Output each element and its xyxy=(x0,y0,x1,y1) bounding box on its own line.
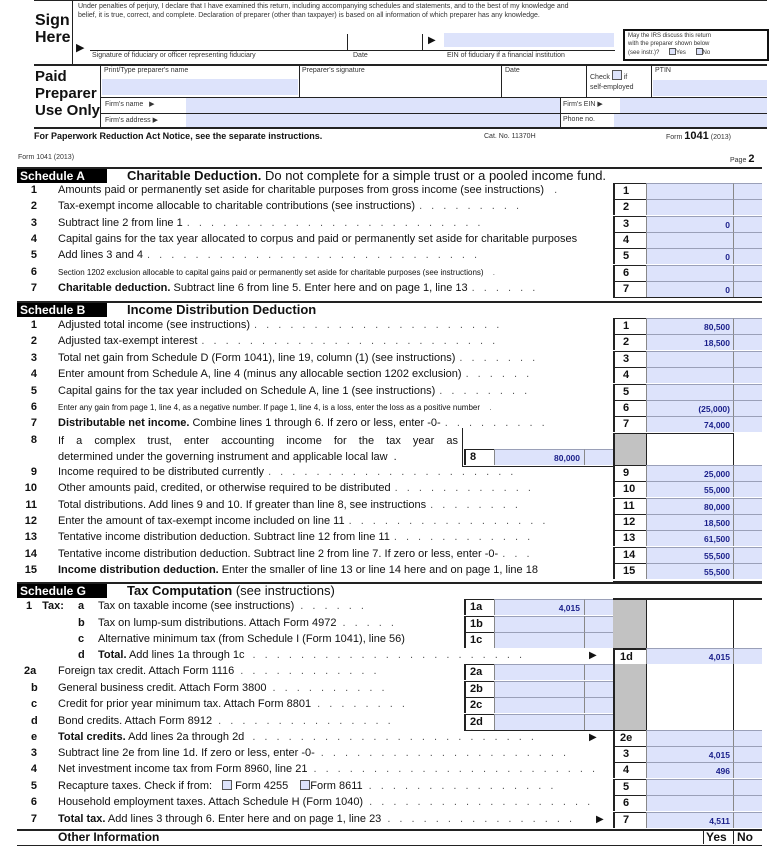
divider xyxy=(462,428,463,466)
line-box-label: 13 xyxy=(613,530,646,546)
amount-field[interactable] xyxy=(494,632,584,648)
line-description: Capital gains for the tax year allocated to corpus and paid or permanently set aside for charitable purposes xyxy=(58,232,578,245)
paid-preparer-heading: Paid Preparer Use Only xyxy=(35,68,101,119)
line-description: Amounts paid or permanently set aside for charitable purposes from gross income (see instructions) . xyxy=(58,184,561,196)
line-description: Total. Add lines 1a through 1c . . . . . . . . . . . . . . . . . . . . . . . xyxy=(98,649,526,661)
line-box-label: 1b xyxy=(464,616,494,632)
line-number: 5 xyxy=(30,779,37,792)
line-description: Income required to be distributed currently . . . . . . . . . . . . . . . . . . . . . xyxy=(58,465,517,478)
line-box-label: 3 xyxy=(613,746,646,762)
firm-ein-label: Firm's EIN ▶ xyxy=(563,101,603,108)
form-line xyxy=(0,762,777,778)
amount-field[interactable]: 0 xyxy=(646,248,733,264)
firm-name-field[interactable] xyxy=(186,98,560,113)
line-box-label: 1d xyxy=(613,648,646,664)
sign-heading: Sign Here xyxy=(35,12,71,46)
fiduciary-signature-field[interactable] xyxy=(90,34,342,50)
fiduciary-ein-field[interactable] xyxy=(444,33,614,47)
form-line xyxy=(0,648,777,664)
form-line xyxy=(0,351,777,367)
line-description: Enter any gain from page 1, line 4, as a negative number. If page 1, line 4, is a loss, enter the loss as a positive number . xyxy=(58,403,495,412)
sign-date-field[interactable] xyxy=(348,34,422,50)
arrow-icon: ▶ xyxy=(589,650,597,661)
preparer-date-label: Date xyxy=(505,67,520,74)
line-number: 12 xyxy=(24,515,37,527)
line-box-label: 2e xyxy=(613,730,646,746)
cents-field[interactable] xyxy=(733,563,762,579)
schedule-b-header xyxy=(17,301,762,317)
line-box-label: 4 xyxy=(613,762,646,778)
form-line xyxy=(0,514,777,530)
irs-discuss-box: May the IRS discuss this return with the preparer shown below (see instr.)? Yes No xyxy=(623,29,769,61)
line-description: Foreign tax credit. Attach Form 1116 . . . . . . . . . . . . xyxy=(58,665,380,677)
form-line xyxy=(0,547,777,563)
line-number: 4 xyxy=(30,368,37,381)
amount-field[interactable]: 18,500 xyxy=(646,334,733,350)
perjury-statement: Under penalties of perjury, I declare that I have examined this return, including accompanying schedules and statements, and to the best of my knowledge and belief, it is true, correct, and complete. Declaration of preparer (other than taxpayer) is based on all information of which preparer has any knowledge. xyxy=(78,3,569,19)
amount-field[interactable]: (25,000) xyxy=(646,400,733,416)
form-line xyxy=(0,812,777,828)
line-description: Add lines 3 and 4 . . . . . . . . . . . . . . . . . . . . . . . . . . . . xyxy=(58,249,481,262)
phone-label: Phone no. xyxy=(563,116,595,123)
line-description: Income distribution deduction. Enter the smaller of line 13 or line 14 here and on page 1, line 18 xyxy=(58,564,538,577)
amount-field[interactable] xyxy=(646,795,733,811)
cents-field[interactable] xyxy=(733,762,762,778)
schedule-a-tag: Schedule A xyxy=(17,169,107,183)
divider xyxy=(462,466,613,467)
firm-address-label: Firm's address ▶ xyxy=(105,117,159,124)
arrow-icon: ▶ xyxy=(596,813,604,825)
amount-field[interactable]: 0 xyxy=(646,281,733,297)
line-letter: d xyxy=(78,649,85,661)
cents-field[interactable] xyxy=(733,216,762,232)
amount-field[interactable] xyxy=(494,681,584,697)
amount-field[interactable] xyxy=(646,265,733,281)
self-employed-checkbox[interactable] xyxy=(612,70,622,80)
cents-field[interactable] xyxy=(733,183,762,199)
form-line xyxy=(0,199,777,215)
divider xyxy=(90,50,615,51)
amount-field[interactable] xyxy=(494,616,584,632)
form-line xyxy=(0,465,777,481)
line-description: Total tax. Add lines 3 through 6. Enter here and on page 1, line 23 . . . . . . . . . . . . . . . . xyxy=(58,812,576,825)
form-line xyxy=(0,795,777,811)
line-description: Enter the amount of tax-exempt income included on line 11 . . . . . . . . . . . . . . . . . xyxy=(58,515,549,527)
cents-field[interactable] xyxy=(733,248,762,264)
cents-field[interactable] xyxy=(733,232,762,248)
form-line xyxy=(0,265,777,281)
amount-field[interactable]: 4,015 xyxy=(646,648,733,664)
blank-column xyxy=(733,433,762,465)
form-line xyxy=(0,281,777,297)
line-box-label: 4 xyxy=(613,367,646,383)
line-box-label: 2 xyxy=(613,199,646,215)
amount-field[interactable]: 18,500 xyxy=(646,514,733,530)
blank-column xyxy=(646,664,733,730)
line-number: 10 xyxy=(24,482,37,495)
amount-field[interactable] xyxy=(646,730,733,746)
line-box-label: 3 xyxy=(613,351,646,367)
line-description: Credit for prior year minimum tax. Attach Form 8801 . . . . . . . . xyxy=(58,698,408,710)
line-box-label: 10 xyxy=(613,481,646,497)
cents-field[interactable] xyxy=(733,384,762,400)
line-box-label: 7 xyxy=(613,812,646,828)
divider xyxy=(501,65,502,97)
divider xyxy=(72,0,73,64)
amount-field[interactable] xyxy=(494,697,584,713)
line-description: Tax-exempt income allocable to charitable contributions (see instructions) . . . . . . . . . xyxy=(58,200,523,213)
line-1-label: 1 Tax: xyxy=(26,600,64,612)
line-box-label: 6 xyxy=(613,400,646,416)
ein-arrow-icon: ▶ xyxy=(428,35,436,46)
line-description: Capital gains for the tax year included on Schedule A, line 1 (see instructions) . . . . . . . . xyxy=(58,384,531,397)
form-line xyxy=(0,216,777,232)
line-number: 7 xyxy=(30,812,37,825)
arrow-icon: ▶ xyxy=(589,732,597,743)
line-letter: b xyxy=(78,616,85,629)
irs-discuss-yes-checkbox[interactable] xyxy=(669,48,676,55)
line-description: If a complex trust, enter accounting income for the tax year as determined under the governing instrument and applicable local law . xyxy=(58,434,458,463)
amount-field[interactable]: 496 xyxy=(646,762,733,778)
line-description: Net investment income tax from Form 8960, line 21 . . . . . . . . . . . . . . . . . . . . . . . . xyxy=(58,763,598,776)
cents-field[interactable] xyxy=(584,714,613,730)
divider xyxy=(422,34,423,50)
amount-field[interactable]: 0 xyxy=(646,216,733,232)
line-box-label: 11 xyxy=(613,498,646,514)
line-description: Section 1202 exclusion allocable to capital gains paid or permanently set aside for charitable purposes (see instructions) . xyxy=(58,267,499,277)
line-number: 15 xyxy=(24,564,37,577)
form-line xyxy=(0,746,777,762)
form-line xyxy=(0,318,777,334)
line-number: 4 xyxy=(30,763,37,776)
line-number: 2 xyxy=(30,335,37,348)
form-line xyxy=(0,248,777,264)
cents-field[interactable] xyxy=(733,281,762,297)
amount-field[interactable] xyxy=(646,351,733,367)
signature-label: Signature of fiduciary or officer representing fiduciary xyxy=(92,52,256,59)
line-box-label: 14 xyxy=(613,547,646,563)
line-description: Enter amount from Schedule A, line 4 (minus any allocable section 1202 exclusion) . . . . . . xyxy=(58,368,533,381)
schedule-a-header xyxy=(17,167,762,183)
irs-discuss-no-checkbox[interactable] xyxy=(696,48,703,55)
date-label: Date xyxy=(353,52,368,59)
yes-column-header: Yes xyxy=(703,830,727,844)
line-box-label: 6 xyxy=(613,265,646,281)
amount-field[interactable]: 80,000 xyxy=(494,449,584,465)
line-letter: c xyxy=(31,698,38,710)
line-number: 11 xyxy=(25,498,37,511)
amount-field[interactable] xyxy=(646,367,733,383)
line-box-label: 1 xyxy=(613,318,646,334)
cents-field[interactable] xyxy=(733,812,762,828)
line-description: Other amounts paid, credited, or otherwise required to be distributed . . . . . . . . . . . . xyxy=(58,482,534,495)
form-line xyxy=(0,779,777,795)
preparer-name-field[interactable] xyxy=(102,79,298,95)
cents-field[interactable] xyxy=(733,514,762,530)
blank-column xyxy=(733,598,762,648)
form-line xyxy=(0,498,777,514)
line-number: 6 xyxy=(30,265,37,278)
line-box-label: 2b xyxy=(464,681,494,697)
page-number: Page 2 xyxy=(730,153,755,165)
divider xyxy=(613,301,762,303)
amount-field[interactable]: 74,000 xyxy=(646,416,733,432)
line-number: 5 xyxy=(30,384,37,397)
line-box-label: 1c xyxy=(464,632,494,648)
line-description: Tax on lump-sum distributions. Attach Form 4972 . . . . . xyxy=(98,616,397,629)
schedule-b-tag: Schedule B xyxy=(17,303,107,317)
form-line xyxy=(0,433,777,465)
gray-block xyxy=(613,433,646,465)
line-description: Adjusted total income (see instructions) . . . . . . . . . . . . . . . . . . . . . xyxy=(58,319,503,331)
line-number: 14 xyxy=(24,547,37,560)
phone-field[interactable] xyxy=(614,114,767,127)
line-number: 3 xyxy=(30,747,37,759)
self-employed-check: Check if self-employed xyxy=(590,70,634,93)
line-letter: d xyxy=(31,714,38,727)
firm-name-label: Firm's name ▶ xyxy=(105,101,155,108)
line-letter: b xyxy=(31,681,38,694)
line-description: Alternative minimum tax (from Schedule I (Form 1041), line 56) xyxy=(98,633,405,645)
line-box-label: 15 xyxy=(613,563,646,579)
amount-field[interactable] xyxy=(646,183,733,199)
line-box-label: 8 xyxy=(464,449,494,465)
form-line xyxy=(0,334,777,350)
other-information-heading: Other Information xyxy=(58,830,160,844)
form-line xyxy=(0,563,777,579)
cents-field[interactable] xyxy=(733,648,762,664)
line-number: 3 xyxy=(30,351,37,364)
form-4255-checkbox[interactable] xyxy=(222,780,232,790)
cents-field[interactable] xyxy=(584,616,613,632)
cat-no: Cat. No. 11370H xyxy=(484,133,536,140)
blank-column xyxy=(646,433,733,465)
amount-field[interactable] xyxy=(494,714,584,730)
schedule-a-title: Charitable Deduction. Do not complete for a simple trust or a pooled income fund. xyxy=(127,168,607,183)
schedule-g-title: Tax Computation (see instructions) xyxy=(127,583,335,598)
line-box-label: 1 xyxy=(613,183,646,199)
line-description: Household employment taxes. Attach Schedule H (Form 1040) . . . . . . . . . . . . . . . . . . . xyxy=(58,796,594,809)
form-line xyxy=(0,416,777,432)
amount-field[interactable]: 55,500 xyxy=(646,547,733,563)
line-number: 7 xyxy=(30,281,37,294)
line-number: 13 xyxy=(24,531,37,544)
form-line xyxy=(0,367,777,383)
schedule-g-header xyxy=(17,582,762,598)
divider xyxy=(100,65,101,127)
form-8611-checkbox[interactable] xyxy=(300,780,310,790)
amount-field[interactable]: 80,000 xyxy=(646,498,733,514)
line-box-label: 2 xyxy=(613,334,646,350)
form-id: Form 1041 (2013) xyxy=(666,130,731,142)
cents-field[interactable] xyxy=(733,730,762,746)
line-description: Adjusted tax-exempt interest . . . . . . . . . . . . . . . . . . . . . . . . . xyxy=(58,335,499,348)
amount-field[interactable]: 4,511 xyxy=(646,812,733,828)
line-box-label: 2c xyxy=(464,697,494,713)
firm-ein-field[interactable] xyxy=(620,98,767,113)
divider xyxy=(613,297,762,298)
line-box-label: 2a xyxy=(464,664,494,680)
amount-field[interactable] xyxy=(494,664,584,680)
line-box-label: 4 xyxy=(613,232,646,248)
preparer-name-label: Print/Type preparer's name xyxy=(104,67,189,74)
cents-field[interactable] xyxy=(584,697,613,713)
cents-field[interactable] xyxy=(584,599,613,615)
form-line xyxy=(0,232,777,248)
line-box-label: 2d xyxy=(464,714,494,730)
line-box-label: 5 xyxy=(613,779,646,795)
cents-field[interactable] xyxy=(733,795,762,811)
ptin-field[interactable] xyxy=(653,80,767,96)
form-line xyxy=(0,183,777,199)
line-box-label: 7 xyxy=(613,416,646,432)
line-number: 1 xyxy=(30,184,37,196)
amount-field[interactable] xyxy=(646,779,733,795)
line-description: Tax on taxable income (see instructions) . . . . . . xyxy=(98,600,367,612)
line-number: 5 xyxy=(30,249,37,262)
line-number: 8 xyxy=(30,433,37,446)
cents-field[interactable] xyxy=(733,530,762,546)
line-description: Tentative income distribution deduction. Subtract line 2 from line 7. If zero or less, enter -0- . . . xyxy=(58,547,533,560)
line-description: Subtract line 2e from line 1d. If zero or less, enter -0- . . . . . . . . . . . . . . . . . . . . . xyxy=(58,747,570,759)
amount-field[interactable]: 80,500 xyxy=(646,318,733,334)
line-description: Recapture taxes. Check if from: Form 4255 Form 8611 . . . . . . . . . . . . . . . . xyxy=(58,779,557,792)
line-number: 2 xyxy=(30,200,37,213)
divider xyxy=(586,65,587,97)
line-box-label: 6 xyxy=(613,795,646,811)
line-letter: 2a xyxy=(24,665,37,677)
ein-label: EIN of fiduciary if a financial institution xyxy=(447,52,565,59)
divider xyxy=(34,127,767,129)
cents-field[interactable] xyxy=(584,632,613,648)
line-number: 1 xyxy=(30,319,37,331)
amount-field[interactable]: 61,500 xyxy=(646,530,733,546)
ptin-label: PTIN xyxy=(655,67,671,74)
line-description: Subtract line 2 from line 1 . . . . . . . . . . . . . . . . . . . . . . . . . xyxy=(58,216,484,229)
line-box-label: 1a xyxy=(464,599,494,615)
form-line xyxy=(0,730,777,746)
line-letter: e xyxy=(31,731,38,743)
line-number: 6 xyxy=(30,796,37,809)
line-box-label: 5 xyxy=(613,248,646,264)
line-letter: a xyxy=(78,600,85,612)
blank-column xyxy=(646,598,733,648)
blank-column xyxy=(733,664,762,730)
cents-field[interactable] xyxy=(733,334,762,350)
cents-field[interactable] xyxy=(584,449,613,465)
no-column-header: No xyxy=(733,830,753,844)
cents-field[interactable] xyxy=(584,664,613,680)
line-number: 4 xyxy=(30,232,37,245)
form-line xyxy=(0,481,777,497)
cents-field[interactable] xyxy=(733,779,762,795)
divider xyxy=(651,65,652,97)
divider xyxy=(560,97,561,127)
paperwork-notice: For Paperwork Reduction Act Notice, see the separate instructions. xyxy=(34,131,323,141)
cents-field[interactable] xyxy=(733,746,762,762)
line-description: Total distributions. Add lines 9 and 10. If greater than line 8, see instructions . . . . . . . . xyxy=(58,498,521,511)
line-box-label: 7 xyxy=(613,281,646,297)
line-box-label: 5 xyxy=(613,384,646,400)
form-line xyxy=(0,530,777,546)
amount-field[interactable]: 55,000 xyxy=(646,481,733,497)
cents-field[interactable] xyxy=(733,318,762,334)
cents-field[interactable] xyxy=(733,351,762,367)
line-letter: c xyxy=(78,633,85,645)
preparer-signature-label: Preparer's signature xyxy=(302,67,365,74)
line-description: Total credits. Add lines 2a through 2d . . . . . . . . . . . . . . . . . . . . . . . . xyxy=(58,731,537,743)
divider xyxy=(34,64,767,66)
cents-field[interactable] xyxy=(733,547,762,563)
amount-field[interactable] xyxy=(646,199,733,215)
line-box-label: 3 xyxy=(613,216,646,232)
amount-field[interactable] xyxy=(646,232,733,248)
line-number: 9 xyxy=(30,465,37,478)
amount-field[interactable]: 55,500 xyxy=(646,563,733,579)
cents-field[interactable] xyxy=(733,416,762,432)
line-number: 6 xyxy=(30,401,37,413)
page2-form-label: Form 1041 (2013) xyxy=(18,154,75,161)
gray-block xyxy=(613,664,646,730)
line-number: 3 xyxy=(30,216,37,229)
line-description: Charitable deduction. Subtract line 6 from line 5. Enter here and on page 1, line 13 . . . . . . xyxy=(58,281,539,294)
form-line xyxy=(0,400,777,416)
gray-block xyxy=(613,598,646,648)
cents-field[interactable] xyxy=(733,465,762,481)
line-box-label: 9 xyxy=(613,465,646,481)
cents-field[interactable] xyxy=(733,400,762,416)
cents-field[interactable] xyxy=(733,498,762,514)
amount-field[interactable]: 25,000 xyxy=(646,465,733,481)
sign-arrow-icon: ▶ xyxy=(76,42,85,54)
cents-field[interactable] xyxy=(733,265,762,281)
line-description: Bond credits. Attach Form 8912 . . . . . . . . . . . . . . . xyxy=(58,714,394,727)
cents-field[interactable] xyxy=(733,199,762,215)
firm-address-field[interactable] xyxy=(186,114,560,127)
cents-field[interactable] xyxy=(733,481,762,497)
form-line xyxy=(0,384,777,400)
line-box-label: 12 xyxy=(613,514,646,530)
line-description: Distributable net income. Combine lines 1 through 6. If zero or less, enter -0- . . . . . . . . . xyxy=(58,417,548,430)
amount-field[interactable] xyxy=(646,384,733,400)
line-description: Total net gain from Schedule D (Form 1041), line 19, column (1) (see instructions) . . . . . . . xyxy=(58,351,539,364)
amount-field[interactable]: 4,015 xyxy=(494,599,584,615)
schedule-b-title: Income Distribution Deduction xyxy=(127,302,317,317)
cents-field[interactable] xyxy=(733,367,762,383)
preparer-signature-field[interactable] xyxy=(300,77,500,95)
cents-field[interactable] xyxy=(584,681,613,697)
line-description: General business credit. Attach Form 3800 . . . . . . . . . . xyxy=(58,681,388,694)
line-number: 7 xyxy=(30,417,37,430)
top-border xyxy=(34,0,767,1)
line-description: Tentative income distribution deduction. Subtract line 12 from line 11 . . . . . . . . . . . . xyxy=(58,531,534,544)
schedule-g-tag: Schedule G xyxy=(17,584,107,598)
amount-field[interactable]: 4,015 xyxy=(646,746,733,762)
